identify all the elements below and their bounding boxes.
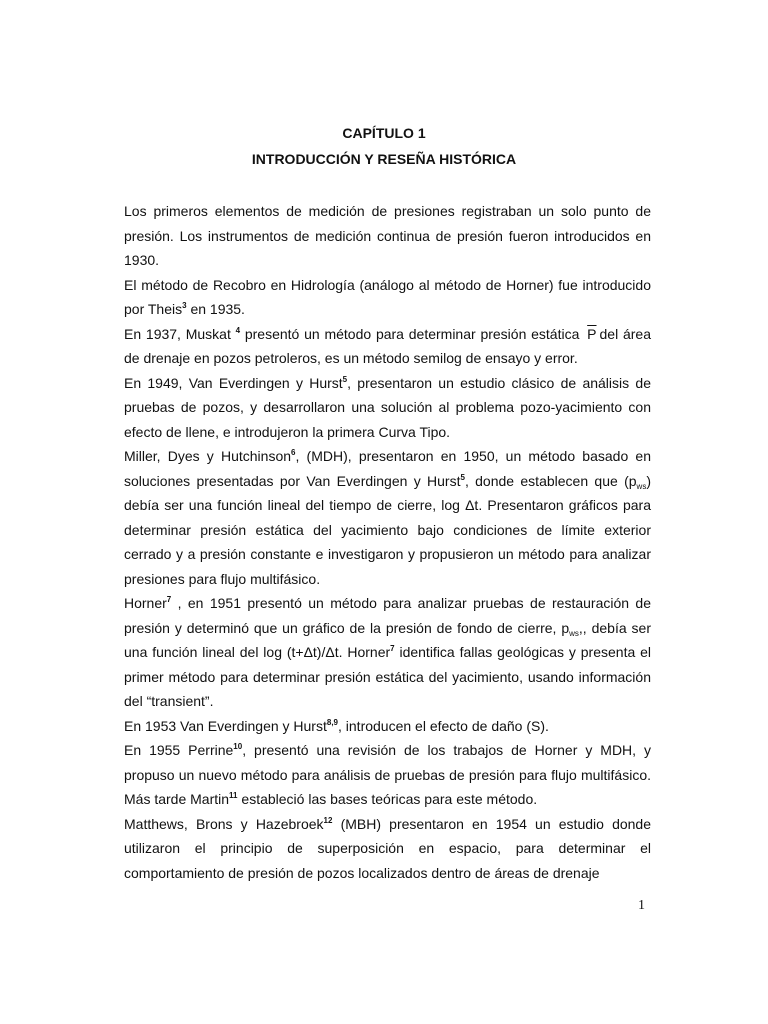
paragraph-5 (124, 444, 651, 591)
paragraph-text: identifica fallas geológicas y presenta el primer método para determinar presión estática del yacimiento, usando información del “transient”. (124, 644, 652, 709)
paragraph-text: Matthews, Brons y Hazebroek (124, 815, 324, 832)
paragraph-text: , introducen el efecto de daño (S). (338, 717, 549, 734)
paragraph-text: El método de Recobro en Hidrología (análogo al método de Horner) fue introducido por Theis (124, 276, 651, 317)
paragraph-9 (124, 812, 651, 886)
subscript: ws (569, 628, 579, 638)
paragraph-6 (124, 591, 651, 714)
reference-superscript: 8,9 (326, 717, 338, 727)
paragraph-text: , presentó una revisión de los trabajos de Horner y MDH, y propuso un nuevo método para análisis de pruebas de presión para flujo multifásico. Más tarde Martin (124, 742, 651, 807)
subscript: ws (636, 481, 647, 491)
paragraph-4 (124, 371, 651, 445)
average-pressure-symbol: $\overline{P}$ (587, 325, 597, 342)
reference-superscript: 10 (233, 742, 243, 751)
reference-superscript: 5 (460, 472, 465, 482)
page-number: 1 (638, 898, 645, 913)
reference-superscript: 3 (182, 301, 187, 310)
reference-superscript: 6 (291, 448, 296, 457)
chapter-number: CAPÍTULO 1 (342, 125, 426, 141)
paragraph-text: En 1953 Van Everdingen y Hurst (124, 717, 327, 734)
paragraph-1 (124, 199, 651, 273)
paragraph-7 (124, 714, 651, 739)
reference-superscript: 7 (166, 595, 172, 604)
paragraph-text: ) debía ser una función lineal del tiempo de cierre, log Δt. Presentaron gráficos para determinar presión estática del yacimiento bajo condiciones de límite exterior cerrado y a presión constante e investigaron y propusieron un método para analizar presiones para flujo multifásico. (124, 472, 651, 587)
paragraph-text: , (MDH), presentaron en 1950, un método basado en soluciones presentadas por Van Everdingen y Hurst (124, 448, 651, 489)
paragraph-text: , en 1951 presentó un método para analizar pruebas de restauración de presión y determinó que un gráfico de la presión de fondo de cierre, p (124, 595, 651, 636)
paragraph-text: presentó un método para determinar presión estática (240, 325, 585, 342)
chapter-title: INTRODUCCIÓN Y RESEÑA HISTÓRICA (251, 151, 517, 167)
paragraph-text: , donde establecen que (p (464, 472, 637, 489)
reference-superscript: 12 (323, 815, 333, 825)
paragraph-text: (MBH) presentaron en 1954 un estudio donde utilizaron el principio de superposición en espacio, para determinar el comportamiento de presión de pozos localizados dentro de áreas de drenaje (124, 815, 651, 881)
paragraph-text: ,, debía ser una función lineal del log (t+Δt)/Δt. Horner (124, 619, 651, 660)
paragraph-text: Miller, Dyes y Hutchinson (124, 448, 292, 464)
reference-superscript: 5 (342, 374, 348, 384)
paragraph-text: , presentaron un estudio clásico de análisis de pruebas de pozos, y desarrollaron una solución al problema pozo-yacimiento con efecto de llene, e introdujeron la primera Curva Tipo. (124, 374, 651, 440)
paragraph-2 (124, 273, 651, 322)
reference-superscript: 4 (235, 325, 241, 335)
paragraph-8 (124, 738, 651, 812)
paragraph-text: estableció las bases teóricas para este método. (237, 791, 538, 807)
body-text (124, 199, 651, 885)
paragraph-text: En 1937, Muskat (124, 325, 236, 342)
reference-superscript: 11 (229, 791, 238, 800)
paragraph-text: En 1949, Van Everdingen y Hurst (124, 374, 343, 391)
paragraph-text: del área de drenaje en pozos petroleros, es un método semilog de ensayo y error. (124, 325, 651, 366)
paragraph-text: Los primeros elementos de medición de presiones registraban un solo punto de presión. Los instrumentos de medición continua de presión fueron introducidos en 1930. (124, 203, 651, 268)
paragraph-3 (124, 322, 651, 371)
paragraph-text: En 1955 Perrine (124, 742, 234, 758)
paragraph-text: Horner (124, 595, 167, 611)
paragraph-text: en 1935. (186, 301, 245, 317)
reference-superscript: 7 (390, 644, 395, 653)
